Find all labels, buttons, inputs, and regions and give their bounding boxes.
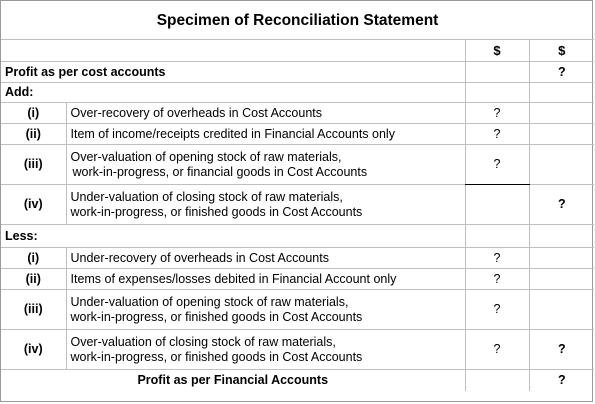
currency-header-col2: $ — [529, 40, 594, 62]
add-item-col1: ? — [465, 124, 529, 145]
less-item-number: (iii) — [1, 290, 66, 330]
less-item-col2 — [529, 290, 594, 330]
less-item-col1: ? — [465, 290, 529, 330]
add-item-col2 — [529, 145, 594, 185]
add-item-col2: ? — [529, 185, 594, 225]
less-header-row — [1, 225, 594, 248]
add-item-description: Item of income/receipts credited in Financial Accounts only — [66, 124, 465, 145]
less-item-description: Under-recovery of overheads in Cost Accounts — [66, 248, 465, 269]
less-item-row — [1, 290, 594, 330]
less-item-col1: ? — [465, 330, 529, 370]
title-row — [1, 1, 594, 40]
opening-row — [1, 62, 594, 83]
add-header-row — [1, 83, 594, 103]
statement-title: Specimen of Reconciliation Statement — [1, 1, 594, 40]
add-item-row — [1, 124, 594, 145]
currency-header-col1: $ — [465, 40, 529, 62]
less-item-col2 — [529, 269, 594, 290]
less-item-col1: ? — [465, 269, 529, 290]
add-item-number: (iv) — [1, 185, 66, 225]
add-item-description: Over-recovery of overheads in Cost Accounts — [66, 103, 465, 124]
less-item-col1: ? — [465, 248, 529, 269]
closing-row — [1, 370, 594, 391]
closing-value: ? — [529, 370, 594, 391]
add-item-row — [1, 185, 594, 225]
add-item-description: Over-valuation of opening stock of raw materials, work-in-progress, or financial goods in Cost Accounts — [66, 145, 465, 185]
less-item-col2: ? — [529, 330, 594, 370]
less-item-row — [1, 248, 594, 269]
less-item-row — [1, 269, 594, 290]
opening-value: ? — [529, 62, 594, 83]
add-item-col1: ? — [465, 145, 529, 185]
add-item-number: (ii) — [1, 124, 66, 145]
less-item-row — [1, 330, 594, 370]
add-item-number: (i) — [1, 103, 66, 124]
closing-label: Profit as per Financial Accounts — [1, 370, 465, 391]
less-item-col2 — [529, 248, 594, 269]
currency-header-row — [1, 40, 594, 62]
less-item-number: (i) — [1, 248, 66, 269]
add-label: Add: — [1, 83, 465, 103]
add-item-col1: ? — [465, 103, 529, 124]
less-item-number: (iv) — [1, 330, 66, 370]
less-item-number: (ii) — [1, 269, 66, 290]
add-item-row — [1, 145, 594, 185]
less-item-description: Under-valuation of opening stock of raw materials, work-in-progress, or finished goods in Cost Accounts — [66, 290, 465, 330]
add-item-description: Under-valuation of closing stock of raw materials, work-in-progress, or finished goods in Cost Accounts — [66, 185, 465, 225]
add-item-row — [1, 103, 594, 124]
less-label: Less: — [1, 225, 465, 248]
statement-table — [1, 1, 594, 391]
add-item-number: (iii) — [1, 145, 66, 185]
less-item-description: Items of expenses/losses debited in Financial Account only — [66, 269, 465, 290]
add-item-col2 — [529, 124, 594, 145]
opening-label: Profit as per cost accounts — [1, 62, 465, 83]
less-item-description: Over-valuation of closing stock of raw materials, work-in-progress, or finished goods in Cost Accounts — [66, 330, 465, 370]
add-item-col1 — [465, 185, 529, 225]
add-item-col2 — [529, 103, 594, 124]
